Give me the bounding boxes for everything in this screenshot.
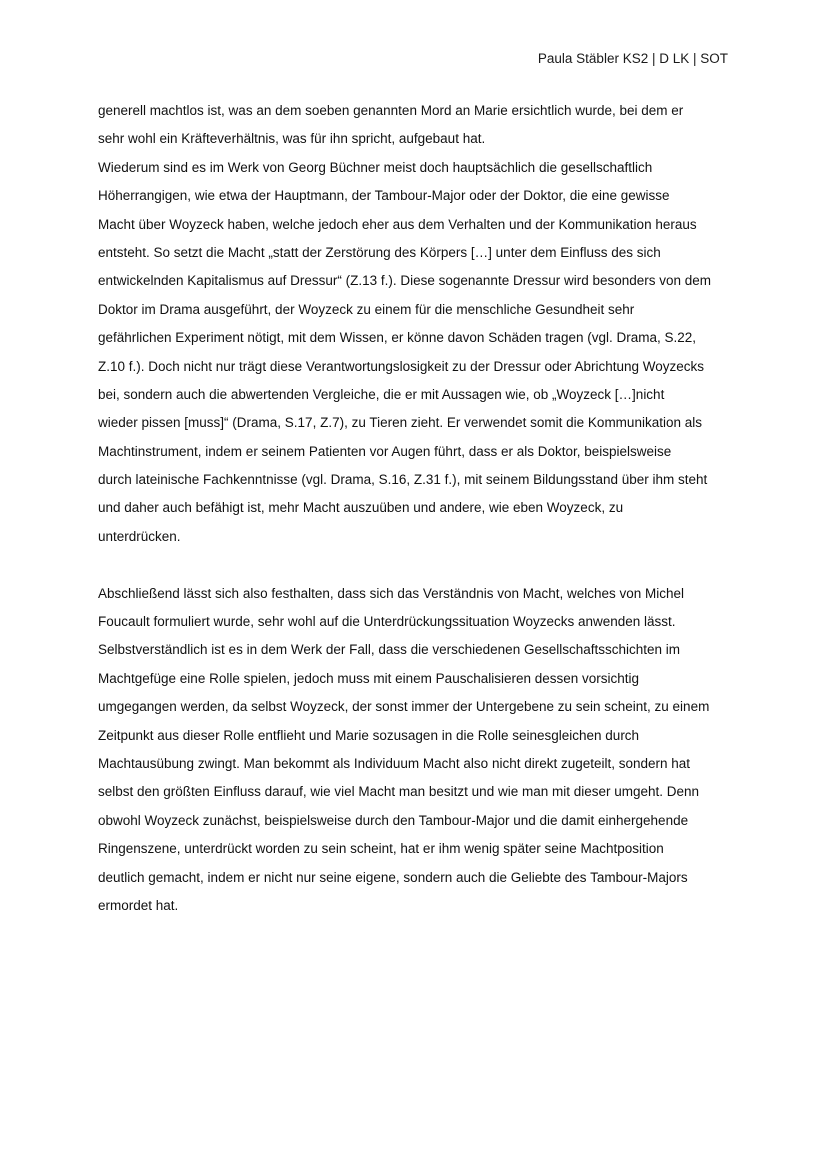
text-line: obwohl Woyzeck zunächst, beispielsweise durch den Tambour-Major und die damit einhergehende xyxy=(98,812,689,828)
text-line: generell machtlos ist, was an dem soeben genannten Mord an Marie ersichtlich wurde, bei dem er xyxy=(98,103,684,118)
body-text xyxy=(98,97,738,920)
text-line: Foucault formuliert wurde, sehr wohl auf die Unterdrückungssituation Woyzecks anwenden lässt. xyxy=(98,614,676,630)
paragraph xyxy=(98,97,738,154)
text-line: selbst den größten Einfluss darauf, wie viel Macht man besitzt und wie man mit dieser umgeht. Denn xyxy=(98,784,700,800)
text-line: Z.10 f.). Doch nicht nur trägt diese Verantwortungslosigkeit zu der Dressur oder Abrichtung Woyzecks xyxy=(98,358,705,374)
text-line: Doktor im Drama ausgeführt, der Woyzeck zu einem für die menschliche Gesundheit sehr xyxy=(98,301,635,317)
text-line: ermordet hat. xyxy=(98,897,179,913)
text-line: Selbstverständlich ist es in dem Werk der Fall, dass die verschiedenen Gesellschaftsschichten im xyxy=(98,642,681,658)
text-line: Höherrangigen, wie etwa der Hauptmann, der Tambour-Major oder der Doktor, die eine gewisse xyxy=(98,188,670,204)
text-line: Machtinstrument, indem er seinem Patienten vor Augen führt, dass er als Doktor, beispielsweise xyxy=(98,443,672,459)
text-line: umgegangen werden, da selbst Woyzeck, der sonst immer der Untergebene zu sein scheint, zu einem xyxy=(98,699,710,715)
paragraph xyxy=(98,154,738,551)
text-line: durch lateinische Fachkenntnisse (vgl. Drama, S.16, Z.31 f.), mit seinem Bildungsstand über ihm steht xyxy=(98,472,708,488)
text-line: gefährlichen Experiment nötigt, mit dem Wissen, er könne davon Schäden tragen (vgl. Drama, S.22, xyxy=(98,330,697,346)
text-line: Ringenszene, unterdrückt worden zu sein scheint, hat er ihm wenig später seine Machtposition xyxy=(98,841,664,857)
text-line: Machtausübung zwingt. Man bekommt als Individuum Macht also nicht direkt zugeteilt, sondern hat xyxy=(98,755,691,771)
text-line: bei, sondern auch die abwertenden Vergleiche, die er mit Aussagen wie, ob „Woyzeck […]nicht xyxy=(98,386,665,402)
text-line: wieder pissen [muss]“ (Drama, S.17, Z.7), zu Tieren zieht. Er verwendet somit die Kommunikation als xyxy=(98,415,702,431)
text-line: unterdrücken. xyxy=(98,528,181,544)
text-line: deutlich gemacht, indem er nicht nur seine eigene, sondern auch die Geliebte des Tambour-Majors xyxy=(98,869,688,885)
text-line: Machtgefüge eine Rolle spielen, jedoch muss mit einem Pauschalisieren dessen vorsichtig xyxy=(98,670,640,686)
text-line: Abschließend lässt sich also festhalten, dass sich das Verständnis von Macht, welches von Michel xyxy=(98,585,685,601)
text-line: entsteht. So setzt die Macht „statt der Zerstörung des Körpers […] unter dem Einfluss des sich xyxy=(98,244,661,260)
paragraph-gap xyxy=(98,551,738,579)
text-line: Macht über Woyzeck haben, welche jedoch eher aus dem Verhalten und der Kommunikation heraus xyxy=(98,216,697,232)
text-line: Zeitpunkt aus dieser Rolle entflieht und Marie sozusagen in die Rolle seinesgleichen durch xyxy=(98,727,640,743)
text-line: Wiederum sind es im Werk von Georg Büchner meist doch hauptsächlich die gesellschaftlich xyxy=(98,159,653,175)
text-line: entwickelnden Kapitalismus auf Dressur“ (Z.13 f.). Diese sogenannte Dressur wird besonders von dem xyxy=(98,273,712,289)
paragraph xyxy=(98,580,738,921)
text-line: und daher auch befähigt ist, mehr Macht auszuüben und andere, wie eben Woyzeck, zu xyxy=(98,500,624,516)
page-header: Paula Stäbler KS2 | D LK | SOT xyxy=(537,51,728,66)
text-line: sehr wohl ein Kräfteverhältnis, was für ihn spricht, aufgebaut hat. xyxy=(98,131,486,147)
